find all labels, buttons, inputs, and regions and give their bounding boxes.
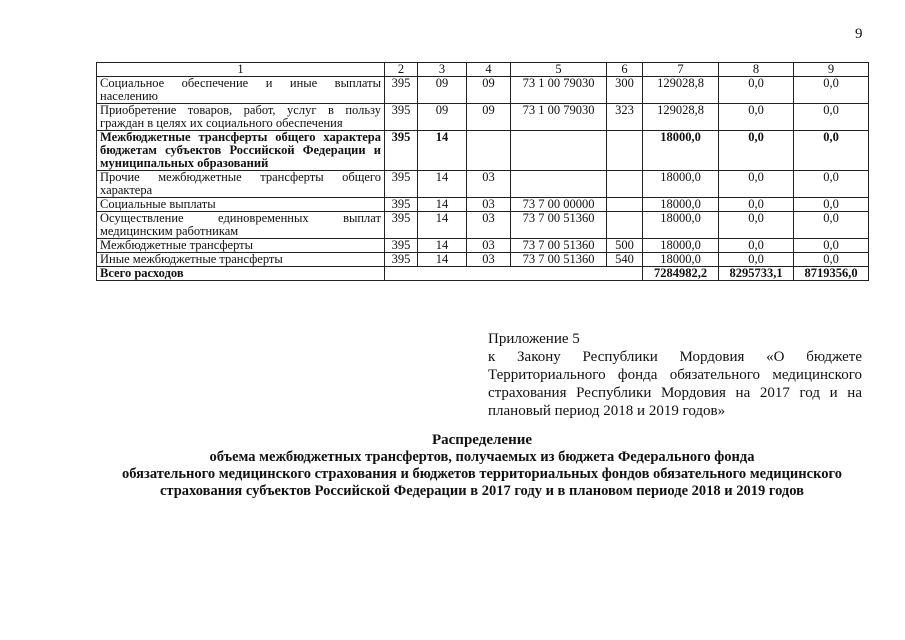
cell-c2: 395	[385, 171, 418, 198]
title-line: страхования субъектов Российской Федерации в 2017 году и в плановом периоде 2018 и 2019 годов	[160, 483, 804, 499]
cell-c9: 0,0	[794, 104, 869, 131]
cell-c8: 0,0	[719, 212, 794, 239]
cell-c4: 09	[467, 104, 511, 131]
header-cell: 8	[719, 63, 794, 77]
cell-c3: 14	[418, 198, 467, 212]
cell-c5: 73 7 00 00000	[511, 198, 607, 212]
cell-c5: 73 1 00 79030	[511, 77, 607, 104]
cell-c4: 09	[467, 77, 511, 104]
header-cell: 1	[97, 63, 385, 77]
cell-c6: 323	[607, 104, 643, 131]
cell-c2: 395	[385, 104, 418, 131]
cell-c9: 0,0	[794, 77, 869, 104]
cell-c9: 0,0	[794, 253, 869, 267]
row-name-cell: Межбюджетные трансферты общего характера бюджетам субъектов Российской Федерации и муниципальных образований	[97, 131, 385, 171]
cell-c5	[511, 171, 607, 198]
cell-c7: 18000,0	[643, 131, 719, 171]
title-line: обязательного медицинского страхования и бюджетов территориальных фондов обязательного медицинского	[122, 466, 842, 482]
header-cell: 2	[385, 63, 418, 77]
row-name-cell: Прочие межбюджетные трансферты общего характера	[97, 171, 385, 198]
header-cell: 3	[418, 63, 467, 77]
total-empty-cell	[385, 267, 643, 281]
cell-c2: 395	[385, 239, 418, 253]
cell-c4: 03	[467, 253, 511, 267]
row-name-cell: Приобретение товаров, работ, услуг в пользу граждан в целях их социального обеспечения	[97, 104, 385, 131]
cell-c2: 395	[385, 131, 418, 171]
cell-c6: 540	[607, 253, 643, 267]
appendix-line: плановый период 2018 и 2019 годов»	[488, 403, 726, 419]
header-cell: 6	[607, 63, 643, 77]
table-row	[97, 171, 869, 198]
cell-c3: 14	[418, 212, 467, 239]
appendix-note	[488, 330, 862, 420]
cell-c8: 0,0	[719, 104, 794, 131]
title-line: объема межбюджетных трансфертов, получаемых из бюджета Федерального фонда	[209, 449, 755, 465]
total-c7: 7284982,2	[643, 267, 719, 281]
row-name-cell: Межбюджетные трансферты	[97, 239, 385, 253]
cell-c6	[607, 171, 643, 198]
cell-c5: 73 7 00 51360	[511, 212, 607, 239]
cell-c6: 300	[607, 77, 643, 104]
cell-c3: 14	[418, 131, 467, 171]
cell-c3: 09	[418, 77, 467, 104]
row-name-cell: Социальное обеспечение и иные выплаты населению	[97, 77, 385, 104]
cell-c8: 0,0	[719, 198, 794, 212]
table-row	[97, 198, 869, 212]
table-row	[97, 253, 869, 267]
cell-c9: 0,0	[794, 212, 869, 239]
cell-c9: 0,0	[794, 131, 869, 171]
cell-c7: 18000,0	[643, 253, 719, 267]
header-cell: 9	[794, 63, 869, 77]
table-row	[97, 77, 869, 104]
cell-c7: 18000,0	[643, 198, 719, 212]
cell-c7: 18000,0	[643, 212, 719, 239]
cell-c7: 129028,8	[643, 104, 719, 131]
cell-c8: 0,0	[719, 131, 794, 171]
table-row	[97, 212, 869, 239]
cell-c3: 14	[418, 253, 467, 267]
cell-c6	[607, 212, 643, 239]
cell-c2: 395	[385, 253, 418, 267]
total-label: Всего расходов	[97, 267, 385, 281]
cell-c7: 18000,0	[643, 171, 719, 198]
cell-c7: 129028,8	[643, 77, 719, 104]
cell-c6: 500	[607, 239, 643, 253]
cell-c2: 395	[385, 198, 418, 212]
page-number: 9	[855, 26, 863, 42]
cell-c9: 0,0	[794, 198, 869, 212]
cell-c5: 73 7 00 51360	[511, 239, 607, 253]
cell-c8: 0,0	[719, 171, 794, 198]
cell-c6	[607, 198, 643, 212]
appendix-line: к Закону Республики Мордовия «О бюджете	[488, 349, 862, 365]
cell-c8: 0,0	[719, 77, 794, 104]
cell-c4: 03	[467, 171, 511, 198]
cell-c9: 0,0	[794, 239, 869, 253]
cell-c4: 03	[467, 198, 511, 212]
header-cell: 7	[643, 63, 719, 77]
table-row	[97, 131, 869, 171]
cell-c3: 14	[418, 239, 467, 253]
header-cell: 4	[467, 63, 511, 77]
appendix-line: Территориального фонда обязательного медицинского	[488, 367, 862, 383]
total-row	[97, 267, 869, 281]
row-name-cell: Иные межбюджетные трансферты	[97, 253, 385, 267]
cell-c2: 395	[385, 77, 418, 104]
cell-c7: 18000,0	[643, 239, 719, 253]
cell-c5: 73 1 00 79030	[511, 104, 607, 131]
table-row	[97, 104, 869, 131]
document-title	[96, 432, 868, 500]
cell-c4: 03	[467, 212, 511, 239]
cell-c4	[467, 131, 511, 171]
total-c9: 8719356,0	[794, 267, 869, 281]
cell-c5	[511, 131, 607, 171]
cell-c2: 395	[385, 212, 418, 239]
cell-c9: 0,0	[794, 171, 869, 198]
appendix-line: страхования Республики Мордовия на 2017 год и на	[488, 385, 862, 401]
cell-c8: 0,0	[719, 253, 794, 267]
total-c8: 8295733,1	[719, 267, 794, 281]
table-header-row	[97, 63, 869, 77]
cell-c3: 14	[418, 171, 467, 198]
table-row	[97, 239, 869, 253]
title-heading: Распределение	[431, 432, 533, 448]
appendix-line: Приложение 5	[488, 331, 580, 347]
cell-c5: 73 7 00 51360	[511, 253, 607, 267]
row-name-cell: Осуществление единовременных выплат медицинским работникам	[97, 212, 385, 239]
cell-c4: 03	[467, 239, 511, 253]
cell-c3: 09	[418, 104, 467, 131]
cell-c8: 0,0	[719, 239, 794, 253]
row-name-cell: Социальные выплаты	[97, 198, 385, 212]
budget-table	[96, 62, 869, 281]
header-cell: 5	[511, 63, 607, 77]
cell-c6	[607, 131, 643, 171]
